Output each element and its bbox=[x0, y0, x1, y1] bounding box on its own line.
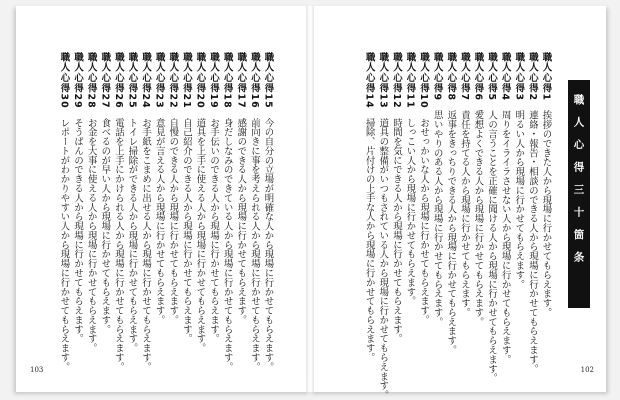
item-text: 今の自分の立場が明確な人から現場に行かせてもらえます。 bbox=[262, 118, 274, 372]
item-text: 感謝のできる人から現場に行かせてもらえます。 bbox=[235, 118, 247, 325]
item-label: 職人心得2 bbox=[526, 52, 538, 102]
label-spacer bbox=[154, 109, 165, 118]
item-text: お金を大事に使える人から現場に行かせてもらえます。 bbox=[85, 118, 97, 353]
item-text: 自慢のできる人から現場に行かせてもらえます。 bbox=[167, 118, 179, 325]
item-text: おせっかいな人から現場に行かせてもらえます。 bbox=[418, 118, 430, 325]
list-item bbox=[99, 52, 110, 332]
item-label: 職人心得10 bbox=[418, 52, 430, 109]
item-text: 道具の整備がいつもされている人から現場に行かせてもらえます。 bbox=[377, 118, 389, 400]
item-text: 周りをイライラさせない人から現場に行かせてもらえます。 bbox=[499, 110, 511, 365]
item-text: 連絡・報告・相談のできる人から現場に行かせてもらえます。 bbox=[526, 110, 538, 374]
item-label: 職人心得7 bbox=[458, 52, 470, 102]
item-text: 責任を持てる人から現場に行かせてもらえます。 bbox=[458, 110, 470, 318]
item-text: 身だしなみのできている人から現場に行かせてもらえます。 bbox=[221, 118, 233, 372]
label-spacer bbox=[263, 109, 274, 118]
item-text: 思いやりのある人から現場に行かせてもらえます。 bbox=[431, 110, 443, 327]
label-spacer bbox=[86, 109, 97, 118]
list-item bbox=[262, 52, 274, 372]
item-label: 職人心得12 bbox=[390, 52, 402, 109]
item-label: 職人心得27 bbox=[99, 52, 111, 109]
list-item bbox=[377, 52, 389, 400]
section-title: 職人心得三十箇条 bbox=[572, 94, 585, 274]
list-item bbox=[363, 52, 375, 363]
label-spacer bbox=[405, 109, 416, 118]
item-text: 明るい人から現場に行かせてもらえます。 bbox=[513, 110, 525, 289]
item-text: 返事をきっちりできる人から現場に行かせてもらえます。 bbox=[445, 110, 457, 355]
item-text: 前向きに事を考えられる人から現場に行かせてもらえます。 bbox=[248, 118, 260, 372]
item-label: 職人心得9 bbox=[431, 52, 443, 102]
list-item bbox=[431, 52, 442, 332]
list-item bbox=[390, 52, 402, 344]
item-label: 職人心得26 bbox=[112, 52, 124, 109]
item-label: 職人心得28 bbox=[85, 52, 97, 109]
list-item bbox=[458, 52, 469, 332]
item-label: 職人心得19 bbox=[208, 52, 220, 109]
item-label: 職人心得14 bbox=[363, 52, 375, 109]
item-text: 時間を気にできる人から現場に行かせてもらえます。 bbox=[390, 118, 402, 344]
list-item bbox=[221, 52, 233, 372]
item-text: 挨拶のできた人から現場に行かせてもらえます。 bbox=[540, 110, 552, 318]
item-label: 職人心得13 bbox=[377, 52, 389, 109]
label-spacer bbox=[418, 109, 429, 118]
item-text: そうばんのできる人から現場に行かせてもらえます。 bbox=[72, 118, 84, 344]
list-item bbox=[472, 52, 483, 332]
item-text: 自己紹介のできる人から現場に行かせてもらえます。 bbox=[180, 118, 192, 344]
label-spacer bbox=[377, 109, 388, 118]
list-item bbox=[540, 52, 551, 332]
item-text: 道具を上手に使える人から現場に行かせてもらえます。 bbox=[194, 118, 206, 353]
label-spacer bbox=[364, 109, 375, 118]
item-label: 職人心得29 bbox=[72, 52, 84, 109]
item-label: 職人心得5 bbox=[486, 52, 498, 102]
list-item bbox=[486, 52, 498, 383]
item-label: 職人心得24 bbox=[140, 52, 152, 109]
label-spacer bbox=[222, 109, 233, 118]
label-spacer bbox=[181, 109, 192, 118]
list-item bbox=[404, 52, 415, 332]
item-text: 意見が言える人から現場に行かせてもらえます。 bbox=[153, 118, 165, 325]
item-label: 職人心得6 bbox=[472, 52, 484, 102]
list-item bbox=[248, 52, 260, 372]
item-text: 人の言うことを正確に聞ける人から現場に行かせてもらえます。 bbox=[486, 110, 498, 383]
list-item bbox=[418, 52, 429, 332]
item-label: 職人心得1 bbox=[540, 52, 552, 102]
list-item bbox=[180, 52, 192, 344]
item-label: 職人心得11 bbox=[404, 52, 416, 109]
list-item bbox=[85, 52, 97, 353]
item-text: トイレ掃除ができる人から現場に行かせてもらえます。 bbox=[126, 118, 138, 353]
list-item bbox=[445, 52, 457, 355]
item-label: 職人心得30 bbox=[58, 52, 70, 109]
item-label: 職人心得23 bbox=[153, 52, 165, 109]
item-label: 職人心得15 bbox=[262, 52, 274, 109]
item-text: しっこい人から現場に行かせてもらえます。 bbox=[404, 118, 416, 306]
list-item bbox=[112, 52, 124, 372]
item-label: 職人心得16 bbox=[248, 52, 260, 109]
label-spacer bbox=[140, 109, 151, 118]
page-number-left: 103 bbox=[30, 366, 44, 374]
list-item bbox=[208, 52, 220, 344]
item-text: 電話を上手にかけられる人から現場に行かせてもらえます。 bbox=[112, 118, 124, 372]
item-label: 職人心得8 bbox=[445, 52, 457, 102]
item-label: 職人心得4 bbox=[499, 52, 511, 102]
list-item bbox=[194, 52, 206, 353]
list-item bbox=[153, 52, 164, 332]
item-text: お手伝いのできる人から現場に行かせてもらえます。 bbox=[208, 118, 220, 344]
list-item bbox=[513, 52, 524, 332]
label-spacer bbox=[72, 109, 83, 118]
section-title-band bbox=[568, 80, 590, 308]
item-text: レポートがわかりやすい人から現場に行かせてもらえます。 bbox=[58, 118, 70, 372]
item-text: お手紙をこまめに出せる人から現場に行かせてもらえます。 bbox=[140, 118, 152, 372]
label-spacer bbox=[127, 109, 138, 118]
list-item bbox=[126, 52, 138, 353]
item-label: 職人心得22 bbox=[167, 52, 179, 109]
item-text: 掃除、片付けの上手な人から現場に行かせてもらえます。 bbox=[363, 118, 375, 363]
item-text: 愛想よくできる人から現場に行かせてもらえます。 bbox=[472, 110, 484, 327]
item-label: 職人心得3 bbox=[513, 52, 525, 102]
book-gutter bbox=[306, 6, 314, 392]
list-item bbox=[167, 52, 178, 332]
item-label: 職人心得25 bbox=[126, 52, 138, 109]
item-label: 職人心得18 bbox=[221, 52, 233, 109]
list-item bbox=[526, 52, 538, 374]
item-label: 職人心得17 bbox=[235, 52, 247, 109]
item-label: 職人心得21 bbox=[180, 52, 192, 109]
item-label: 職人心得20 bbox=[194, 52, 206, 109]
label-spacer bbox=[113, 109, 124, 118]
label-spacer bbox=[391, 109, 402, 118]
list-item bbox=[72, 52, 84, 344]
label-spacer bbox=[195, 109, 206, 118]
item-text: 食べるのが早い人から現場に行かせてもらえます。 bbox=[99, 118, 111, 334]
label-spacer bbox=[235, 109, 246, 118]
label-spacer bbox=[59, 109, 70, 118]
label-spacer bbox=[99, 109, 110, 118]
list-item bbox=[235, 52, 246, 332]
label-spacer bbox=[249, 109, 260, 118]
list-item bbox=[58, 52, 70, 372]
list-item bbox=[140, 52, 152, 372]
page-number-right: 102 bbox=[580, 366, 594, 374]
list-item bbox=[499, 52, 511, 365]
label-spacer bbox=[167, 109, 178, 118]
label-spacer bbox=[208, 109, 219, 118]
